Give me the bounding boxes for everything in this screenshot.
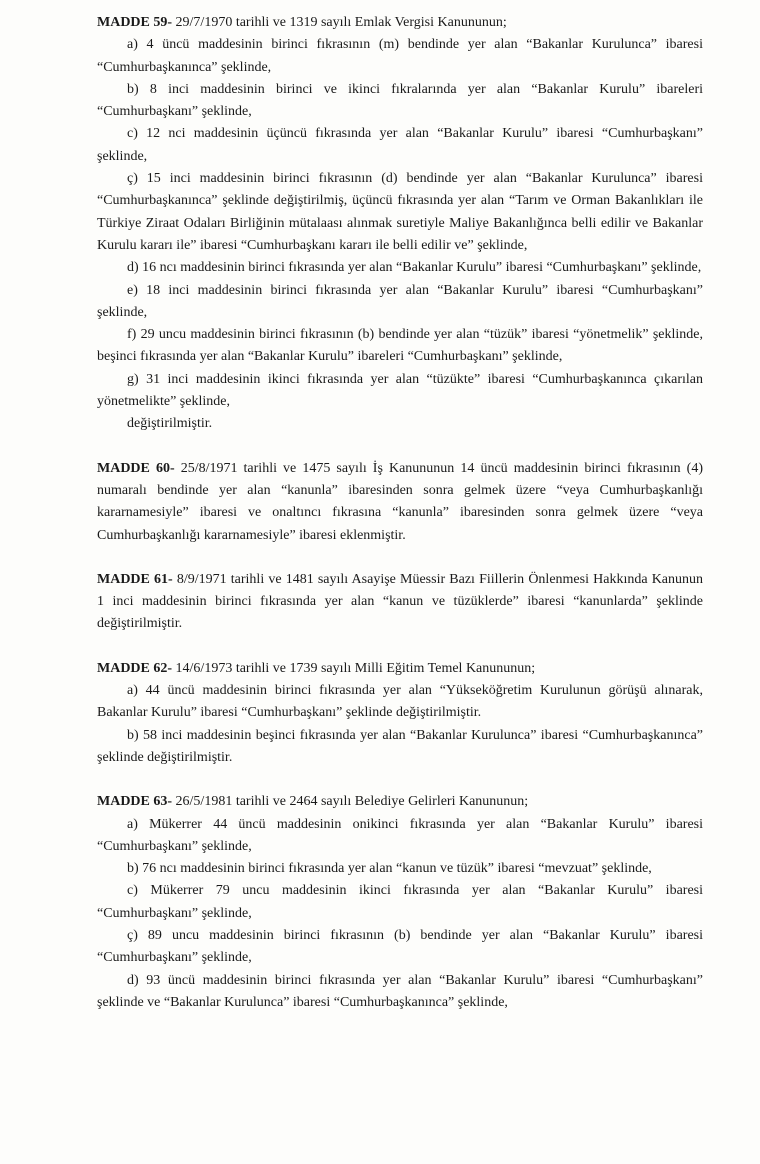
- article-63: [97, 791, 703, 1014]
- article-intro: 29/7/1970 tarihli ve 1319 sayılı Emlak Vergisi Kanununun;: [172, 15, 507, 30]
- article-62: [97, 658, 703, 769]
- article-paragraph: d) 16 ncı maddesinin birinci fıkrasında yer alan “Bakanlar Kurulu” ibaresi “Cumhurbaşkanı” şeklinde,: [127, 260, 702, 276]
- article-label: MADDE 62-: [97, 660, 173, 676]
- article-paragraph: a) 4 üncü maddesinin birinci fıkrasının (m) bendinde yer alan “Bakanlar Kurulunca” ibaresi “Cumhurbaşkanınca” şeklinde,: [97, 37, 703, 75]
- article-paragraph: d) 93 üncü maddesinin birinci fıkrasında yer alan “Bakanlar Kurulu” ibaresi “Cumhurbaşkanı” şeklinde ve “Bakanlar Kurulunca” ibaresi “Cumhurbaşkanınca” şeklinde,: [97, 972, 703, 1010]
- article-intro: 8/9/1971 tarihli ve 1481 sayılı Asayişe Müessir Bazı Fiillerin Önlenmesi Hakkında Kanunun 1 inci maddesinin birinci fıkrasında yer alan “kanun ve tüzüklerde” ibaresi “kanunlarda” şeklinde değiştirilmiştir.: [97, 571, 704, 632]
- article-paragraph: b) 58 inci maddesinin beşinci fıkrasında yer alan “Bakanlar Kurulunca” ibaresi “Cumhurbaşkanınca” şeklinde değiştirilmiştir.: [97, 727, 703, 765]
- article-paragraph: a) 44 üncü maddesinin birinci fıkrasında yer alan “Yükseköğretim Kurulunun görüşü alınarak, Bakanlar Kurulu” ibaresi “Cumhurbaşkanı” şeklinde değiştirilmiştir.: [97, 683, 703, 721]
- article-60: [97, 458, 703, 547]
- article-label: MADDE 59-: [97, 15, 173, 30]
- article-paragraph: f) 29 uncu maddesinin birinci fıkrasının (b) bendinde yer alan “tüzük” ibaresi “yönetmelik” şeklinde, beşinci fıkrasında yer alan “Bakanlar Kurulu” ibareleri “Cumhurbaşkanı” şeklinde,: [97, 327, 703, 365]
- article-paragraph: b) 76 ncı maddesinin birinci fıkrasında yer alan “kanun ve tüzük” ibaresi “mevzuat” şeklinde,: [127, 861, 652, 877]
- article-paragraph: g) 31 inci maddesinin ikinci fıkrasında yer alan “tüzükte” ibaresi “Cumhurbaşkanınca çıkarılan yönetmelikte” şeklinde,: [97, 371, 703, 410]
- article-paragraph: ç) 89 uncu maddesinin birinci fıkrasının (b) bendinde yer alan “Bakanlar Kurulu” ibaresi “Cumhurbaşkanı” şeklinde,: [97, 927, 703, 966]
- article-heading: [97, 12, 703, 34]
- article-paragraph: b) 8 inci maddesinin birinci ve ikinci fıkralarında yer alan “Bakanlar Kurulu” ibareleri “Cumhurbaşkanı” şeklinde,: [97, 81, 703, 120]
- article-paragraph: c) 12 nci maddesinin üçüncü fıkrasında yer alan “Bakanlar Kurulu” ibaresi “Cumhurbaşkanı” şeklinde,: [97, 126, 703, 164]
- article-label: MADDE 60-: [97, 460, 175, 476]
- article-intro: 25/8/1971 tarihli ve 1475 sayılı İş Kanununun 14 üncü maddesinin birinci fıkrasının (4) numaralı bendinde yer alan “kanunla” ibaresinden sonra gelmek üzere “veya Cumhurbaşkanlığı kararnamesiyle” ibaresi ve onaltıncı fıkrasına “kanunla” ibaresinden sonra gelmek üzere “veya Cumhurbaşkanlığı kararnamesiyle” ibaresi eklenmiştir.: [97, 460, 704, 543]
- article-61: [97, 569, 703, 636]
- article-59: [97, 12, 703, 436]
- document-content: [97, 12, 703, 1014]
- article-paragraph: c) Mükerrer 79 uncu maddesinin ikinci fıkrasında yer alan “Bakanlar Kurulu” ibaresi “Cumhurbaşkanı” şeklinde,: [97, 883, 703, 921]
- article-paragraph: a) Mükerrer 44 üncü maddesinin onikinci fıkrasında yer alan “Bakanlar Kurulu” ibaresi “Cumhurbaşkanı” şeklinde,: [97, 816, 703, 854]
- article-heading: [97, 791, 703, 813]
- article-heading: [97, 458, 703, 547]
- article-label: MADDE 61-: [97, 571, 173, 587]
- article-paragraph: değiştirilmiştir.: [127, 416, 213, 432]
- article-label: MADDE 63-: [97, 794, 173, 810]
- article-heading: [97, 569, 703, 636]
- article-intro: 14/6/1973 tarihli ve 1739 sayılı Milli Eğitim Temel Kanununun;: [172, 660, 536, 676]
- article-intro: 26/5/1981 tarihli ve 2464 sayılı Belediye Gelirleri Kanununun;: [172, 794, 529, 810]
- article-paragraph: ç) 15 inci maddesinin birinci fıkrasının (d) bendinde yer alan “Bakanlar Kurulunca” ibaresi “Cumhurbaşkanınca” şeklinde değiştirilmiş, üçüncü fıkrasında yer alan “Tarım ve Orman Bakanlıkları ile Türkiye Ziraat Odaları Birliğinin mütalaası alınmak suretiyle Maliye Bakanlığınca belli edilir ve Bakanlar Kurulu kararı ile” ibaresi “Cumhurbaşkanı kararı ile belli edilir ve” şeklinde,: [97, 171, 703, 253]
- article-paragraph: e) 18 inci maddesinin birinci fıkrasında yer alan “Bakanlar Kurulu” ibaresi “Cumhurbaşkanı” şeklinde,: [97, 282, 703, 320]
- article-heading: [97, 658, 703, 680]
